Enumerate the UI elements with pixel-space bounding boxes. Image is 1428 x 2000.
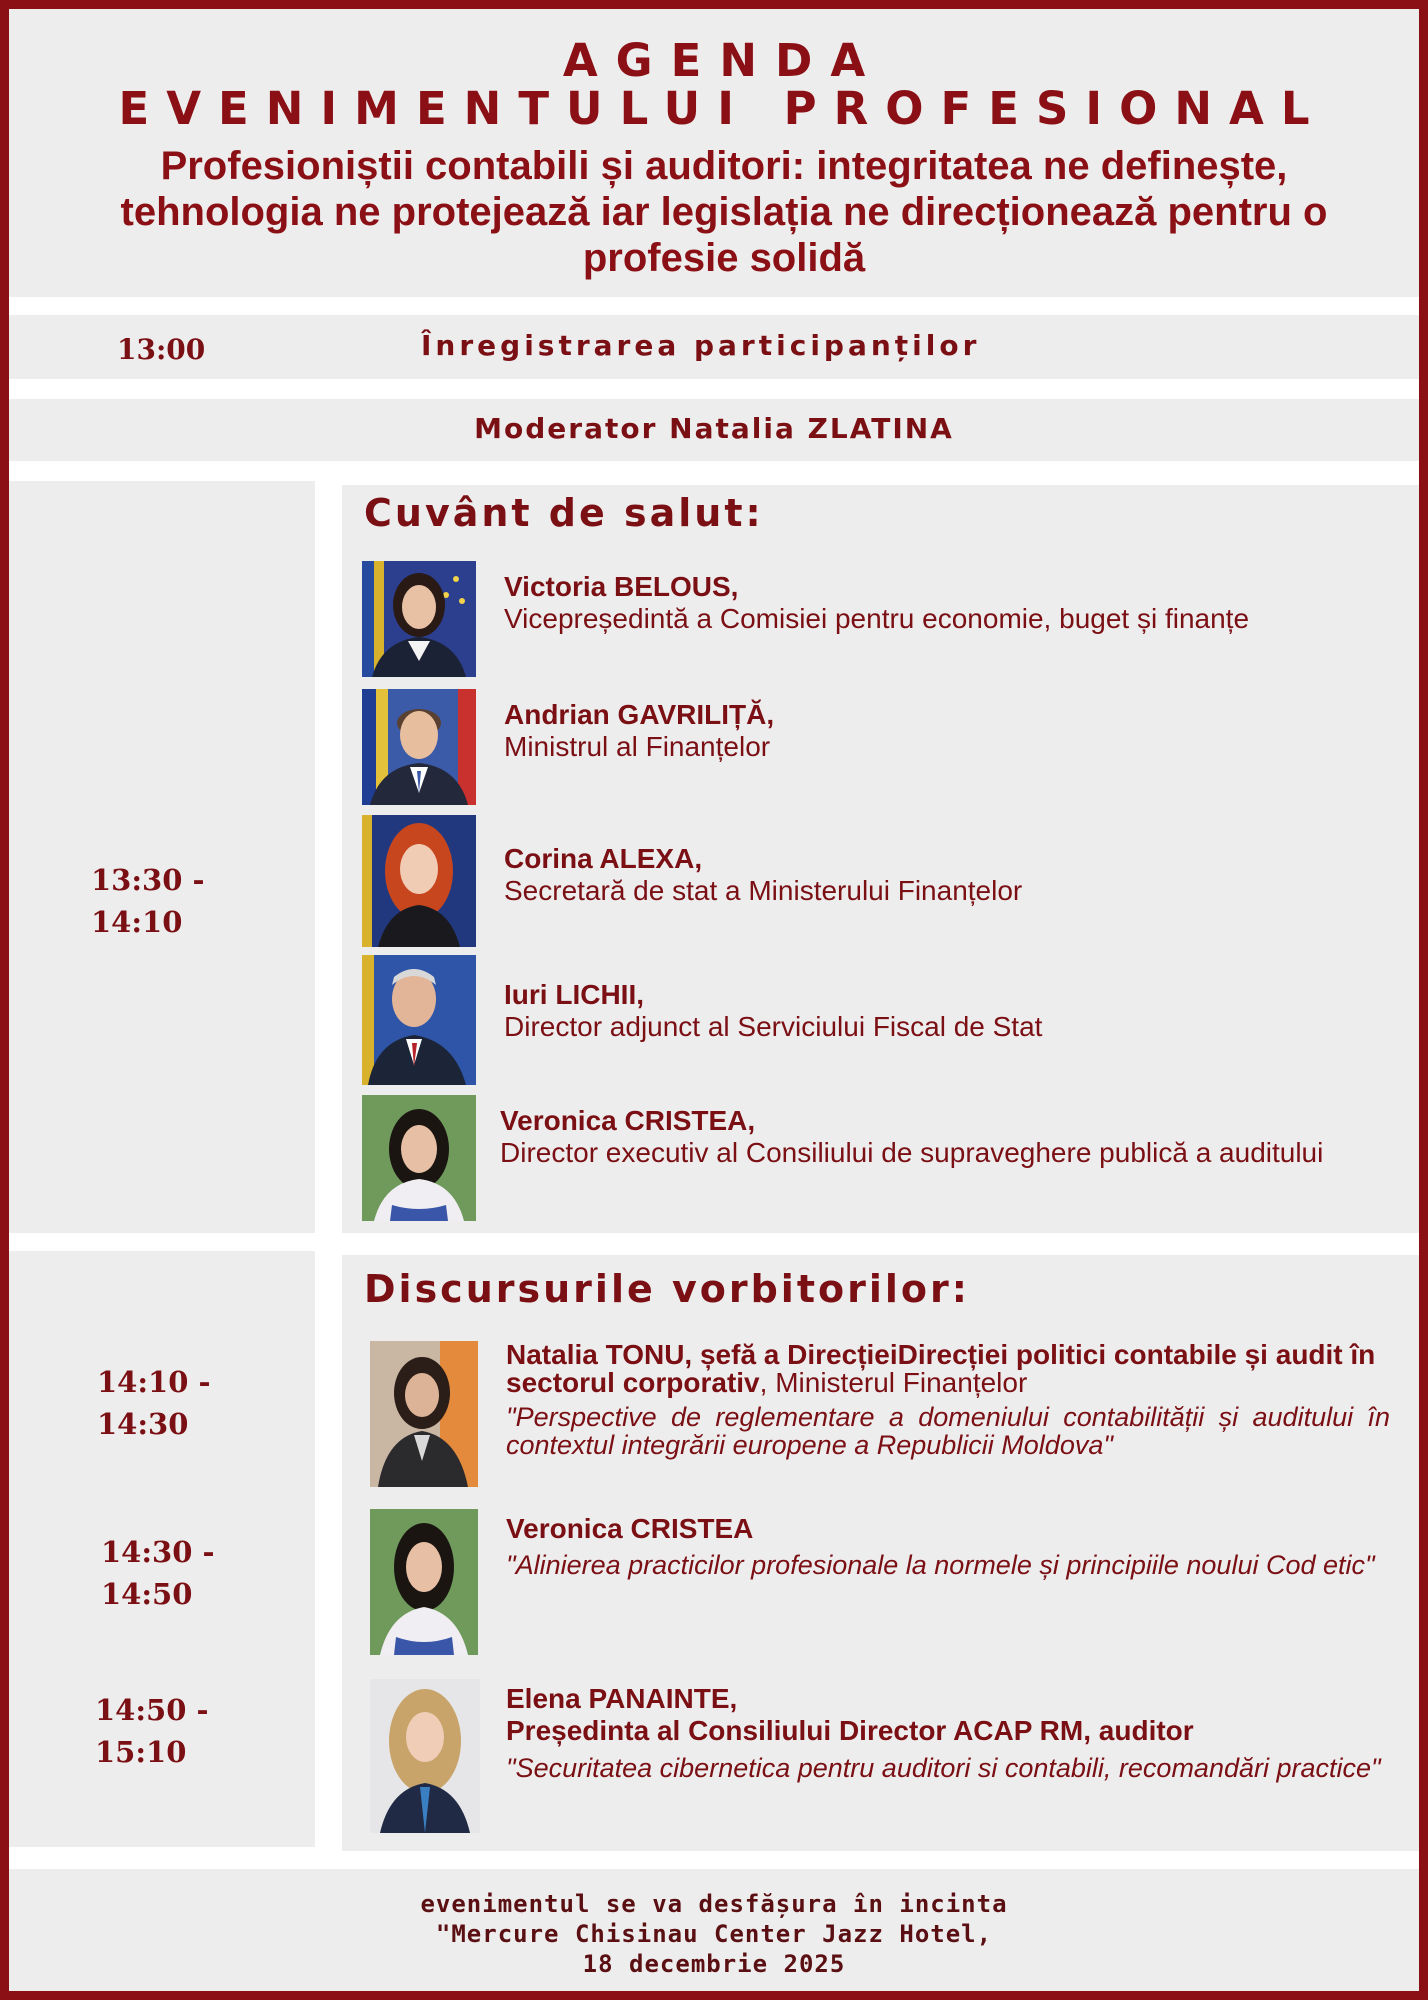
speaker-photo <box>362 815 476 947</box>
speeches-section-title: Discursurile vorbitorilor: <box>364 1267 970 1311</box>
speaker-role: Director adjunct al Serviciului Fiscal de Stat <box>504 1011 1043 1042</box>
speeches-content <box>342 1255 1419 1851</box>
speech-info <box>506 1683 1390 1785</box>
speech-time <box>97 1361 211 1445</box>
page-title-line2: EVENIMENTULUI PROFESIONAL <box>118 82 1327 135</box>
speaker-info <box>500 1105 1392 1169</box>
event-subtitle: Profesioniștii contabili și auditori: integritatea ne definește, tehnologia ne protejează iar legislația ne direcționează pentru o profesie solidă <box>120 144 1328 280</box>
speaker-photo <box>362 955 476 1085</box>
greeting-time <box>91 859 205 943</box>
speaker-photo <box>370 1509 478 1655</box>
speech-time-end: 15:10 <box>95 1735 187 1769</box>
speech-speaker-title: Președinta al Consiliului Director ACAP RM, auditor <box>506 1715 1194 1746</box>
footer-panel <box>9 1869 1419 1991</box>
speech-speaker-line <box>506 1341 1390 1397</box>
speech-time <box>101 1531 215 1615</box>
speaker-info <box>504 843 1392 907</box>
speaker-info <box>504 979 1392 1043</box>
speaker-name: Iuri LICHII, <box>504 979 644 1010</box>
greeting-section-title: Cuvânt de salut: <box>364 491 764 535</box>
speeches-time-column <box>9 1251 315 1847</box>
speech-speaker-name: Elena PANAINTE, <box>506 1683 738 1714</box>
greeting-speaker <box>362 1095 1392 1221</box>
speaker-photo <box>362 561 476 677</box>
speech-topic: "Alinierea practicilor profesionale la normele și principiile noului Cod etic" <box>506 1550 1375 1580</box>
speaker-info <box>504 571 1392 635</box>
moderator-row <box>9 399 1419 461</box>
event-date: 18 decembrie 2025 <box>582 1950 846 1978</box>
speech-time-start: 14:50 - <box>95 1693 209 1727</box>
greeting-speaker <box>362 815 1392 947</box>
speech-item <box>370 1509 1390 1659</box>
greeting-time-column <box>9 481 315 1233</box>
speech-topic: "Securitatea cibernetica pentru auditori si contabili, recomandări practice" <box>506 1753 1381 1783</box>
speaker-name: Andrian GAVRILIȚĂ, <box>504 699 775 730</box>
speaker-photo <box>362 689 476 805</box>
moderator-label: Moderator Natalia ZLATINA <box>474 412 954 445</box>
speaker-photo <box>362 1095 476 1221</box>
speaker-role: Director executiv al Consiliului de supraveghere publică a auditului <box>500 1137 1324 1168</box>
speech-speaker-name: Natalia TONU, șefă a DirecțieiDirecției politici contabile și audit în sectorul corporativ <box>506 1339 1376 1398</box>
speech-topic: "Perspective de reglementare a domeniului contabilității și auditului în contextul integrării europene a Republicii Moldova" <box>506 1402 1390 1460</box>
speech-info <box>506 1341 1390 1459</box>
page-title: AGENDA <box>562 34 884 87</box>
speech-time-end: 14:30 <box>97 1407 189 1441</box>
registration-time: 13:00 <box>117 333 206 366</box>
speech-time <box>95 1689 209 1773</box>
greeting-time-start: 13:30 - <box>91 863 205 897</box>
header-panel <box>9 9 1419 297</box>
speaker-info <box>504 699 1392 763</box>
registration-row <box>9 315 1419 379</box>
speech-time-start: 14:30 - <box>101 1535 215 1569</box>
speaker-name: Corina ALEXA, <box>504 843 703 874</box>
greeting-time-end: 14:10 <box>91 905 183 939</box>
speaker-role: Secretară de stat a Ministerului Finanțelor <box>504 875 1023 906</box>
speaker-photo <box>370 1679 480 1833</box>
speaker-role: Vicepreședintă a Comisiei pentru economie, buget și finanțe <box>504 603 1250 634</box>
speech-info <box>506 1513 1390 1581</box>
venue-intro: evenimentul se va desfășura în incinta <box>420 1890 1008 1918</box>
greeting-speaker <box>362 561 1392 679</box>
greeting-speaker <box>362 955 1392 1085</box>
speaker-photo <box>370 1341 478 1487</box>
speech-speaker-org: , Ministerul Finanțelor <box>759 1367 1028 1398</box>
speech-time-end: 14:50 <box>101 1577 193 1611</box>
registration-label: Înregistrarea participanților <box>421 329 981 362</box>
speaker-role: Ministrul al Finanțelor <box>504 731 771 762</box>
speaker-name: Victoria BELOUS, <box>504 571 739 602</box>
speech-item <box>370 1679 1390 1835</box>
venue-name: "Mercure Chisinau Center Jazz Hotel, <box>435 1920 993 1948</box>
speaker-name: Veronica CRISTEA, <box>500 1105 756 1136</box>
greeting-speaker <box>362 689 1392 805</box>
speech-speaker-name: Veronica CRISTEA <box>506 1513 754 1544</box>
greeting-content <box>342 485 1419 1233</box>
speech-time-start: 14:10 - <box>97 1365 211 1399</box>
speech-item <box>370 1341 1390 1491</box>
